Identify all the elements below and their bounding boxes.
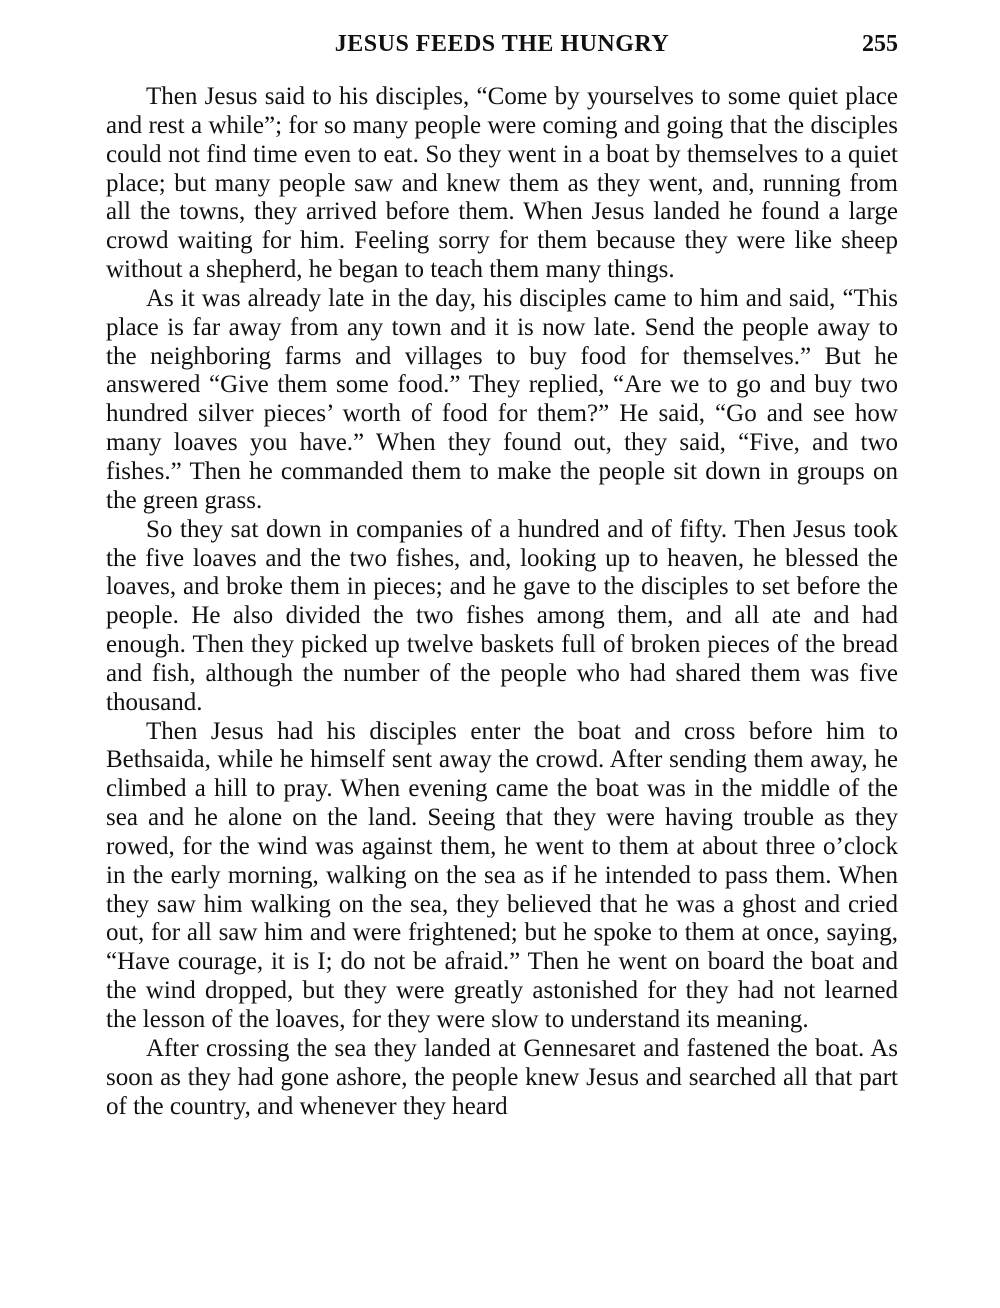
page-number: 255 [862, 31, 898, 57]
running-title: JESUS FEEDS THE HUNGRY [334, 31, 670, 57]
paragraph-5: After crossing the sea they landed at Gennesaret and fastened the boat. As soon as they had gone ashore, the people knew Jesus and searched all that part of the country, and whenever they heard [106, 1034, 898, 1120]
paragraph-4: Then Jesus had his disciples enter the boat and cross before him to Bethsaida, while he himself sent away the crowd. After sending them away, he climbed a hill to pray. When evening came the boat was in the middle of the sea and he alone on the land. Seeing that they were having trouble as they rowed, for the wind was against them, he went to them at about three o’clock in the early morning, walking on the sea as if he intended to pass them. When they saw him walking on the sea, they believed that he was a ghost and cried out, for all saw him and were frightened; but he spoke to them at once, saying, “Have courage, it is I; do not be afraid.” Then he went on board the boat and the wind dropped, but they were greatly astonished for they had not learned the lesson of the loaves, for they were slow to understand its meaning. [106, 717, 898, 1033]
paragraph-1: Then Jesus said to his disciples, “Come by yourselves to some quiet place and rest a while”; for so many people were coming and going that the disciples could not find time even to eat. So they went in a boat by themselves to a quiet place; but many people saw and knew them as they went, and, running from all the towns, they arrived before them. When Jesus landed he found a large crowd waiting for him. Feeling sorry for them because they were like sheep without a shepherd, he began to teach them many things. [106, 83, 898, 284]
body-text [106, 83, 898, 1121]
paragraph-3: So they sat down in companies of a hundred and of fifty. Then Jesus took the five loaves and the two fishes, and, looking up to heaven, he blessed the loaves, and broke them in pieces; and he gave to the disciples to set before the people. He also divided the two fishes among them, and all ate and had enough. Then they picked up twelve baskets full of broken pieces of the bread and fish, although the number of the people who had shared them was five thousand. [106, 515, 898, 716]
running-head [106, 28, 898, 62]
paragraph-2: As it was already late in the day, his disciples came to him and said, “This place is far away from any town and it is now late. Send the people away to the neighboring farms and villages to buy food for themselves.” But he answered “Give them some food.” They replied, “Are we to go and buy two hundred silver pieces’ worth of food for them?” He said, “Go and see how many loaves you have.” When they found out, they said, “Five, and two fishes.” Then he commanded them to make the people sit down in groups on the green grass. [106, 284, 898, 514]
